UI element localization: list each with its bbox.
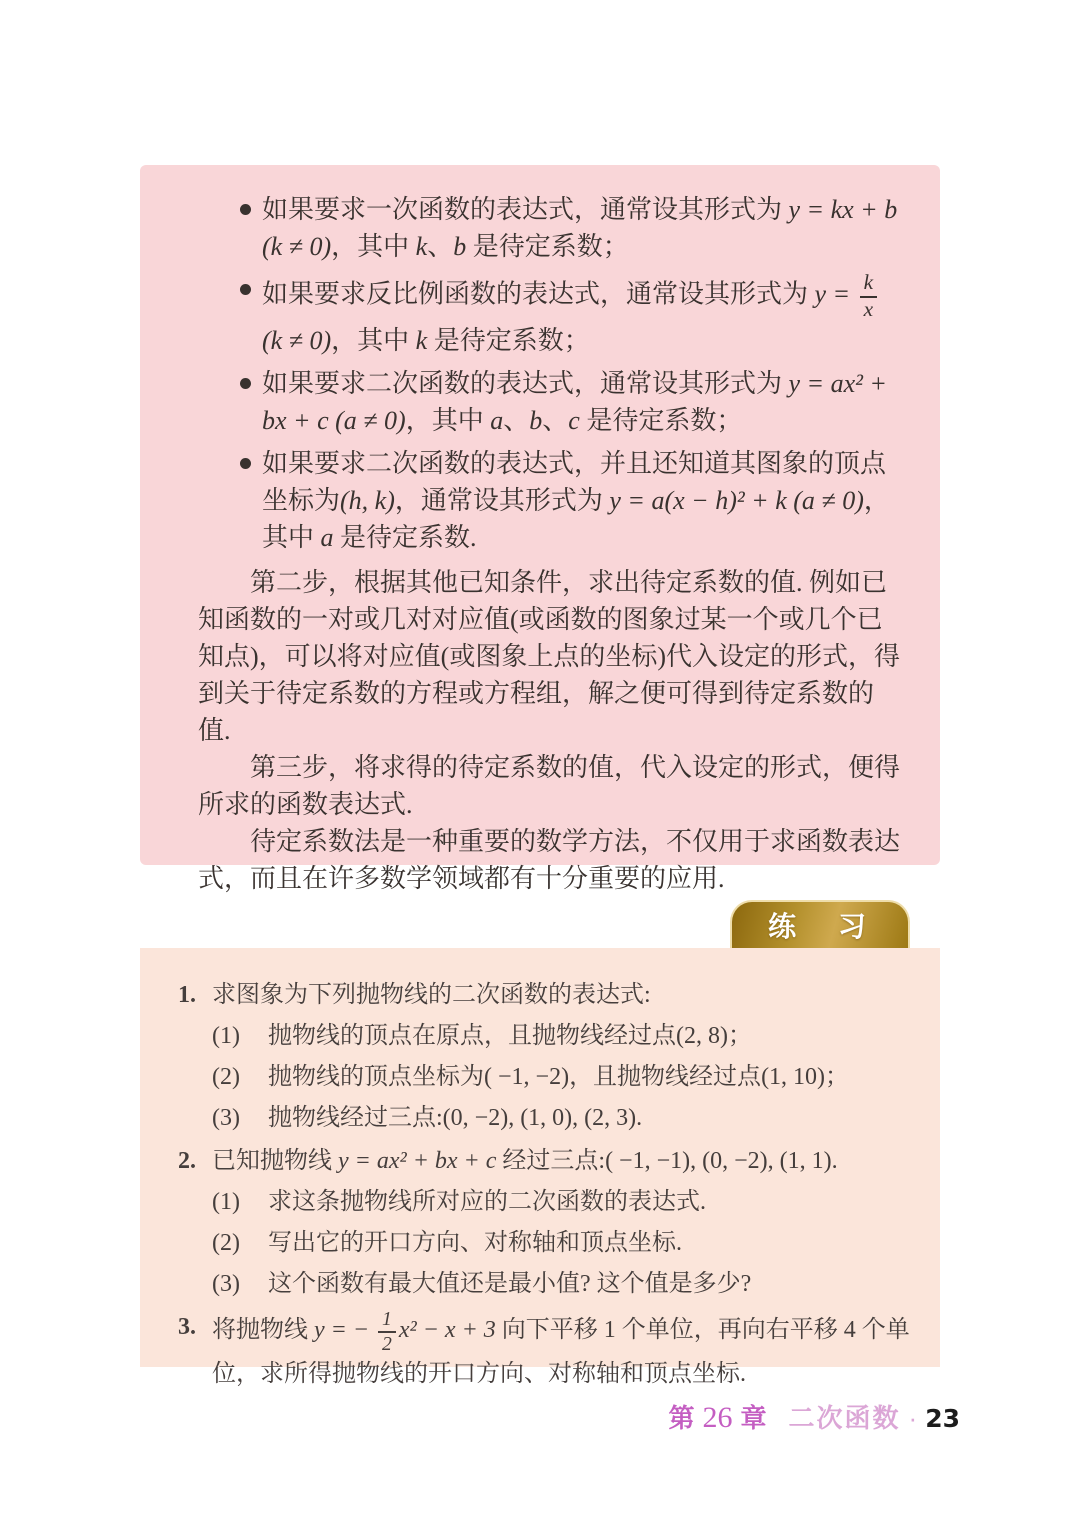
math-run: b — [453, 232, 467, 261]
text-run: 将抛物线 — [212, 1317, 314, 1344]
exercise-part-body — [268, 1183, 910, 1221]
text-run: 已知抛物线 — [212, 1148, 338, 1174]
math-run: c — [568, 405, 580, 435]
text-run: 是待定系数； — [427, 325, 590, 355]
summary-paragraph: 第二步，根据其他已知条件，求出待定系数的值. 例如已知函数的一对或几对对应值(或函数的图象过某一个或几个已知点)，可以将对应值(或图象上点的坐标)代入设定的形式，得到关于待定系数的方程或方程组，解之便可得到待定系数的值. — [198, 567, 900, 745]
math-run: ( −1, −1), (0, −2), (1, 1). — [605, 1148, 838, 1174]
chapter-suffix: 章 — [740, 1403, 767, 1433]
page-footer — [668, 1398, 960, 1435]
text-run: 如果要求二次函数的表达式，通常设其形式为 — [262, 368, 789, 398]
math-run: (2, 8) — [676, 1023, 728, 1049]
text-run: ，其中 — [262, 485, 890, 552]
text-run: 是待定系数. — [333, 522, 477, 552]
exercise-item — [178, 1142, 910, 1303]
fraction: $\frac{k}{x}$ — [860, 271, 877, 322]
exercise-part-label: (3) — [212, 1105, 240, 1131]
chapter-prefix: 第 — [668, 1403, 695, 1433]
text-run: 求这条抛物线所对应的二次函数的表达式. — [268, 1189, 706, 1215]
exercise-part — [212, 1058, 910, 1096]
text-run: 、 — [427, 232, 454, 261]
text-run: 抛物线的顶点坐标为 — [268, 1064, 484, 1090]
math-run: ( −1, −2) — [484, 1064, 570, 1090]
exercise-stem — [212, 1142, 910, 1180]
text-run: 求图象为下列抛物线的二次函数的表达式: — [212, 982, 651, 1008]
fraction: $\frac{1}{2}$ — [378, 1308, 396, 1355]
math-run: b — [529, 405, 543, 435]
text-run: 如果要求一次函数的表达式，通常设其形式为 — [262, 195, 789, 224]
exercise-body — [212, 1142, 910, 1303]
chapter-number: 26 — [702, 1401, 733, 1434]
math-run: y = a(x − h)² + k — [609, 485, 787, 515]
math-run: y = ax² + bx + c — [262, 368, 887, 435]
text-run: 经过三点: — [496, 1148, 606, 1174]
math-run: a — [320, 522, 334, 552]
math-run: k — [415, 325, 428, 355]
page-number: 23 — [925, 1404, 960, 1433]
exercise-part-label: (1) — [212, 1023, 240, 1049]
math-run: (a ≠ 0) — [786, 485, 864, 515]
exercise-banner-label: 练 习 — [768, 911, 872, 942]
exercise-part-label: (3) — [212, 1271, 240, 1297]
text-run: 这个函数有最大值还是最小值? 这个值是多少? — [268, 1271, 752, 1297]
text-run: 、 — [542, 405, 569, 435]
text-run: 写出它的开口方向、对称轴和顶点坐标. — [268, 1230, 682, 1256]
exercise-part — [212, 1224, 910, 1262]
math-run: (1, 10) — [761, 1064, 826, 1090]
exercise-part-label: (2) — [212, 1064, 240, 1090]
text-run: ，通常设其形式为 — [394, 485, 610, 515]
exercise-box — [140, 948, 940, 1388]
text-run: 是待定系数； — [579, 405, 743, 435]
exercise-part — [212, 1017, 910, 1055]
exercise-banner — [730, 900, 910, 948]
text-run: 如果要求二次函数的表达式，并且还知道其图象的顶点坐标为 — [262, 448, 887, 515]
math-run: (a ≠ 0) — [328, 405, 406, 435]
summary-box — [140, 165, 940, 893]
exercise-body — [212, 976, 910, 1137]
exercise-item — [178, 1308, 910, 1395]
summary-paragraph: 待定系数法是一种重要的数学方法，不仅用于求函数表达式，而且在许多数学领域都有十分重要的应用. — [198, 826, 901, 893]
text-run: 向下平移 1 个单位，再向右平移 4 个单位，求所得抛物线的开口方向、对称轴和顶点坐标. — [212, 1317, 910, 1388]
summary-paragraphs — [198, 564, 900, 897]
math-run: (h, k) — [340, 485, 395, 515]
math-run: (0, −2), (1, 0), (2, 3). — [442, 1105, 643, 1131]
text-run: ； — [727, 1023, 752, 1049]
text-run: ； — [825, 1064, 850, 1090]
math-run: y = kx + b — [788, 195, 898, 224]
exercise-body — [212, 1308, 910, 1395]
exercise-part — [212, 1099, 910, 1137]
text-run: ，且抛物线经过点 — [569, 1064, 762, 1090]
text-run: 抛物线的顶点在原点，且抛物线经过点 — [268, 1023, 676, 1049]
math-run: y = − — [314, 1317, 376, 1344]
exercise-part-body — [268, 1224, 910, 1262]
math-run: k — [415, 232, 428, 261]
math-run: y = ax² + bx + c — [338, 1148, 497, 1174]
math-run: (k ≠ 0) — [262, 325, 332, 355]
math-run: a — [490, 405, 504, 435]
exercise-part — [212, 1183, 910, 1221]
summary-bullet — [198, 365, 900, 439]
exercise-item — [178, 976, 910, 1137]
text-run: ，其中 — [405, 405, 491, 435]
math-run: (k ≠ 0) — [262, 232, 332, 261]
exercise-part-body — [268, 1017, 910, 1055]
chapter-title: 二次函数 — [788, 1403, 901, 1433]
footer-separator: · — [908, 1403, 918, 1433]
summary-bullet — [198, 271, 900, 359]
text-run: 是待定系数； — [466, 232, 629, 261]
math-run: x² − x + 3 — [398, 1317, 496, 1344]
text-run: ，其中 — [331, 325, 416, 355]
exercise-number: 1. — [178, 982, 196, 1008]
exercise-stem — [212, 1308, 910, 1393]
summary-paragraph: 第三步，将求得的待定系数的值，代入设定的形式，便得所求的函数表达式. — [198, 752, 901, 819]
text-run: 、 — [503, 405, 530, 435]
summary-bullet — [198, 445, 900, 556]
text-run: ，其中 — [331, 232, 416, 261]
text-run: 如果要求反比例函数的表达式，通常设其形式为 — [262, 279, 815, 309]
summary-bullet-list — [198, 191, 900, 556]
exercise-part-body — [268, 1058, 910, 1096]
exercise-part-body — [268, 1265, 910, 1303]
exercise-part-label: (2) — [212, 1230, 240, 1256]
exercise-number: 3. — [178, 1314, 196, 1340]
exercise-part-label: (1) — [212, 1189, 240, 1215]
exercise-part-body — [268, 1099, 910, 1137]
summary-bullet — [198, 191, 900, 265]
exercise-stem — [212, 976, 910, 1014]
math-run: y = — [814, 279, 857, 309]
exercise-part — [212, 1265, 910, 1303]
exercise-number: 2. — [178, 1148, 196, 1174]
text-run: 抛物线经过三点: — [268, 1105, 443, 1131]
